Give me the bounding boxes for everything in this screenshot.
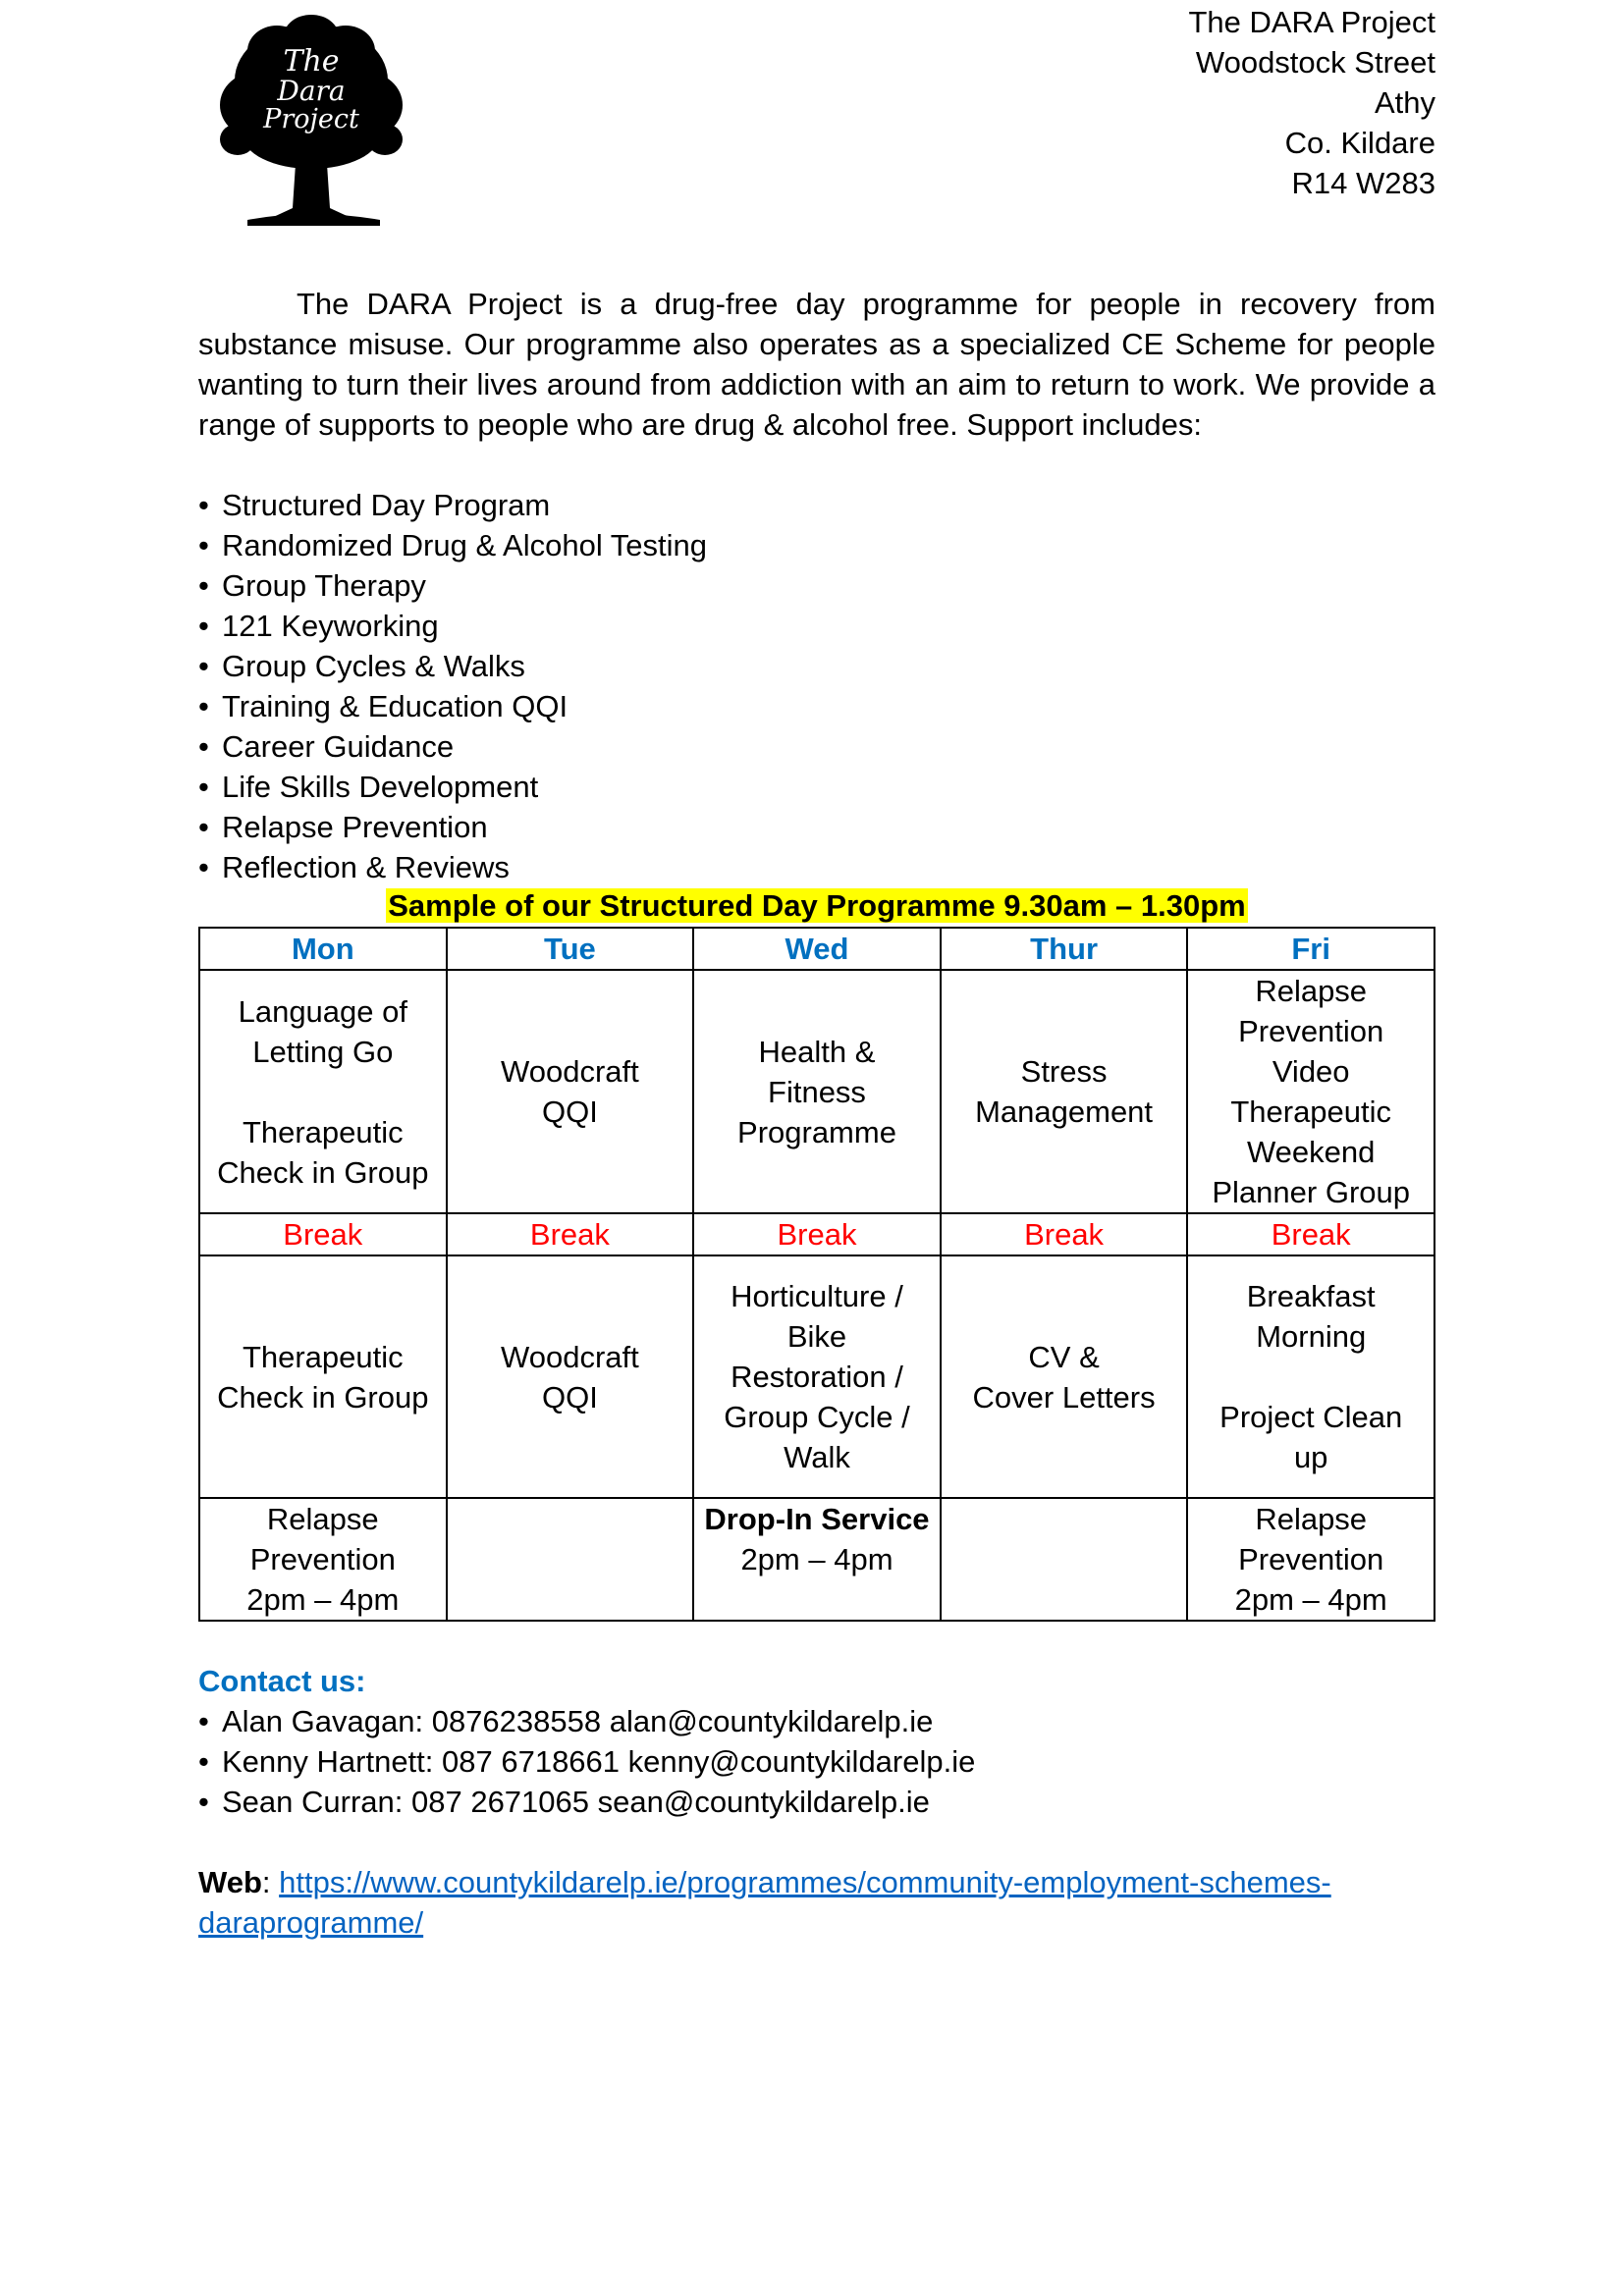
cell-line: Stress <box>1020 1054 1108 1089</box>
logo-text-project: Project <box>263 104 359 134</box>
list-item <box>198 686 707 726</box>
break-row <box>199 1213 1435 1255</box>
schedule-title-text: Sample of our Structured Day Programme 9.30am – 1.30pm <box>388 888 1246 923</box>
contact-text: Kenny Hartnett: 087 6718661 kenny@countykildarelp.ie <box>222 1744 976 1779</box>
cell-line: Programme <box>737 1114 896 1149</box>
cell-line: Walk <box>784 1440 850 1474</box>
address-block <box>984 2 1435 203</box>
schedule-cell-thur-2 <box>941 1255 1188 1498</box>
dara-project-logo <box>218 12 405 233</box>
schedule-title <box>198 887 1435 924</box>
cell-line: Relapse <box>1255 1502 1368 1536</box>
list-item <box>198 1701 975 1741</box>
tree-icon <box>218 12 405 233</box>
logo-text-the: The <box>283 44 340 79</box>
cell-line: CV & <box>1028 1339 1100 1374</box>
cell-line: Project Clean <box>1219 1400 1403 1434</box>
cell-line: QQI <box>541 1095 598 1129</box>
supports-list <box>198 485 707 887</box>
list-item <box>198 485 707 525</box>
list-item-text: Life Skills Development <box>222 770 539 804</box>
list-item <box>198 1782 975 1822</box>
list-item-text: Group Therapy <box>222 568 426 603</box>
cell-line: Group Cycle / <box>724 1400 910 1434</box>
cell-line: Breakfast <box>1246 1279 1376 1313</box>
table-row <box>199 1255 1435 1498</box>
cell-line: Weekend <box>1246 1135 1376 1169</box>
cell-line: Morning <box>1256 1319 1367 1354</box>
cell-line: Prevention <box>1238 1542 1384 1576</box>
day-header-fri: Fri <box>1187 928 1435 970</box>
bullet-icon: • <box>198 1704 209 1738</box>
break-cell-fri: Break <box>1187 1213 1435 1255</box>
list-item-text: 121 Keyworking <box>222 609 439 643</box>
cell-line: Prevention <box>1238 1014 1384 1048</box>
list-item-text: Reflection & Reviews <box>222 850 510 884</box>
cell-line: Woodcraft <box>501 1054 639 1089</box>
bullet-icon: • <box>198 528 209 562</box>
web-line <box>198 1862 1435 1943</box>
address-line: The DARA Project <box>1188 5 1435 39</box>
schedule-cell-thur-3 <box>941 1498 1188 1621</box>
schedule-cell-fri-1 <box>1187 970 1435 1213</box>
list-item-text: Career Guidance <box>222 729 455 764</box>
logo-text-dara: Dara <box>277 75 346 107</box>
list-item <box>198 807 707 847</box>
schedule-cell-mon-3 <box>199 1498 447 1621</box>
contact-text: Sean Curran: 087 2671065 sean@countykildarelp.ie <box>222 1785 930 1819</box>
cell-line: Video <box>1272 1054 1350 1089</box>
address-line: Athy <box>1374 85 1435 120</box>
cell-line: QQI <box>541 1379 598 1415</box>
schedule-cell-mon-2 <box>199 1255 447 1498</box>
cell-line: Woodcraft <box>501 1339 639 1374</box>
cell-line: 2pm – 4pm <box>1234 1582 1387 1617</box>
drop-in-title: Drop-In Service <box>704 1502 930 1536</box>
list-item <box>198 767 707 807</box>
list-item-text: Relapse Prevention <box>222 810 488 844</box>
day-header-row <box>199 928 1435 970</box>
cell-spacer <box>206 1072 440 1112</box>
schedule-cell-tue-2 <box>447 1255 694 1498</box>
bullet-icon: • <box>198 810 209 844</box>
cell-line: up <box>1293 1440 1328 1474</box>
list-item <box>198 525 707 565</box>
bullet-icon: • <box>198 1785 209 1819</box>
bullet-icon: • <box>198 488 209 522</box>
table-row <box>199 1498 1435 1621</box>
cell-line: Therapeutic <box>1230 1095 1392 1129</box>
day-header-thur: Thur <box>941 928 1188 970</box>
schedule-cell-tue-3 <box>447 1498 694 1621</box>
cell-line: Therapeutic <box>242 1339 404 1374</box>
list-item-text: Training & Education QQI <box>222 689 568 723</box>
address-line: R14 W283 <box>1291 166 1435 200</box>
cell-line: Planner Group <box>1212 1175 1410 1209</box>
schedule-cell-mon-1 <box>199 970 447 1213</box>
cell-spacer <box>1194 1357 1428 1397</box>
break-cell-tue: Break <box>447 1213 694 1255</box>
list-item-text: Structured Day Program <box>222 488 551 522</box>
cell-line: Management <box>975 1095 1154 1129</box>
schedule-cell-fri-2 <box>1187 1255 1435 1498</box>
schedule-cell-tue-1 <box>447 970 694 1213</box>
list-item <box>198 565 707 606</box>
intro-paragraph: The DARA Project is a drug-free day programme for people in recovery from substance misuse. Our programme also operates as a specialized CE Scheme for people wanting to turn their lives around from addiction with an aim to return to work. We provide a range of supports to people who are drug & alcohol free. Support includes: <box>198 287 1435 442</box>
day-header-wed: Wed <box>693 928 941 970</box>
cell-line: Cover Letters <box>972 1379 1156 1415</box>
cell-line: Check in Group <box>217 1154 429 1190</box>
bullet-icon: • <box>198 649 209 683</box>
schedule-cell-wed-3 <box>693 1498 941 1621</box>
address-line: Woodstock Street <box>1195 45 1435 80</box>
contacts-list <box>198 1701 975 1822</box>
cell-line: Language of <box>238 993 407 1029</box>
cell-line: Relapse <box>1255 974 1368 1008</box>
cell-line: Letting Go <box>252 1034 394 1069</box>
list-item-text: Group Cycles & Walks <box>222 649 525 683</box>
list-item <box>198 606 707 646</box>
day-header-tue: Tue <box>447 928 694 970</box>
table-row <box>199 970 1435 1213</box>
bullet-icon: • <box>198 568 209 603</box>
cell-line: 2pm – 4pm <box>740 1542 893 1576</box>
list-item <box>198 646 707 686</box>
schedule-cell-wed-1 <box>693 970 941 1213</box>
bullet-icon: • <box>198 689 209 723</box>
cell-line: Health & <box>758 1034 876 1069</box>
cell-line: Prevention <box>249 1542 396 1576</box>
cell-line: Check in Group <box>217 1379 429 1415</box>
cell-line: Fitness <box>768 1074 866 1109</box>
schedule-table <box>198 927 1435 1622</box>
cell-line: 2pm – 4pm <box>246 1582 400 1617</box>
cell-line: Relapse <box>266 1502 379 1536</box>
bullet-icon: • <box>198 770 209 804</box>
schedule-cell-fri-3 <box>1187 1498 1435 1621</box>
bullet-icon: • <box>198 729 209 764</box>
list-item <box>198 726 707 767</box>
day-header-mon: Mon <box>199 928 447 970</box>
contact-heading: Contact us: <box>198 1664 366 1698</box>
schedule-cell-wed-2 <box>693 1255 941 1498</box>
address-line: Co. Kildare <box>1284 126 1435 160</box>
contact-text: Alan Gavagan: 0876238558 alan@countykildarelp.ie <box>222 1704 934 1738</box>
bullet-icon: • <box>198 850 209 884</box>
cell-line: Therapeutic <box>242 1114 404 1149</box>
cell-line: Bike <box>786 1319 847 1354</box>
web-label: Web <box>198 1865 262 1899</box>
break-cell-wed: Break <box>693 1213 941 1255</box>
list-item <box>198 1741 975 1782</box>
bullet-icon: • <box>198 609 209 643</box>
cell-line: Restoration / <box>731 1360 903 1394</box>
break-cell-thur: Break <box>941 1213 1188 1255</box>
schedule-cell-thur-1 <box>941 970 1188 1213</box>
web-separator: : <box>261 1865 280 1899</box>
web-link[interactable]: https://www.countykildarelp.ie/programmes/community-employment-schemes-daraprogramme/ <box>198 1865 1331 1940</box>
break-cell-mon: Break <box>199 1213 447 1255</box>
cell-line: Horticulture / <box>731 1279 903 1313</box>
list-item-text: Randomized Drug & Alcohol Testing <box>222 528 707 562</box>
list-item <box>198 847 707 887</box>
bullet-icon: • <box>198 1744 209 1779</box>
